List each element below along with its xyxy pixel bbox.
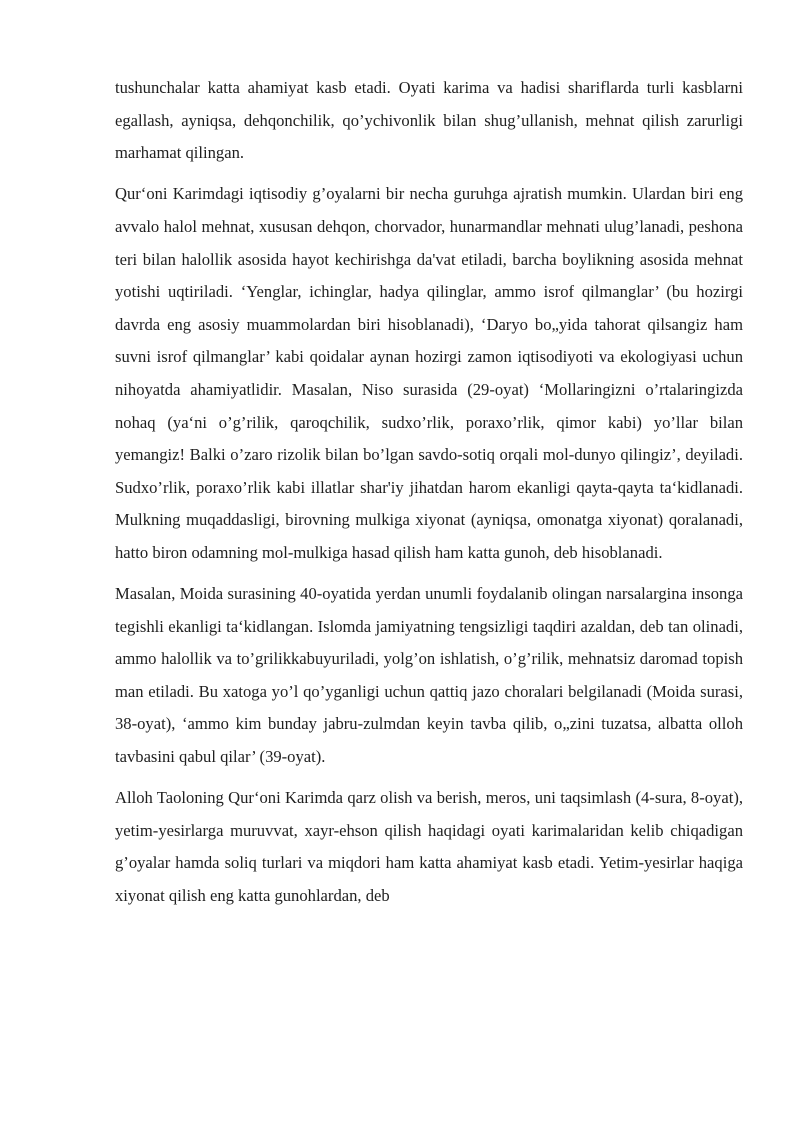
paragraph-3: Masalan, Moida surasining 40-oyatida yerdan unumli foydalanib olingan narsalargina insonga tegishli ekanligi ta‘kidlangan. Islomda jamiyatning tengsizligi taqdiri azaldan, deb tan olinadi, ammo halollik va to’grilikkabuyuriladi, yolg’on ishlatish, o’g’rilik, mehnatsiz daromad topish man etiladi. Bu xatoga yo’l qo’yganligi uchun qattiq jazo choralari belgilanadi (Moida surasi, 38-oyat), ‘ammo kim bunday jabru-zulmdan keyin tavba qilib, o„zini tuzatsa, albatta olloh tavbasini qabul qilar’ (39-oyat).	[115, 584, 743, 767]
document-body	[115, 72, 743, 921]
paragraph-4: Alloh Taoloning Qur‘oni Karimda qarz olish va berish, meros, uni taqsimlash (4-sura, 8-oyat), yetim-yesirlarga muruvvat, xayr-ehson qilish haqidagi oyati karimalaridan kelib chiqadigan g’oyalar hamda soliq turlari va miqdori ham katta ahamiyat kasb etadi. Yetim-yesirlar haqiga xiyonat qilish eng katta gunohlardan, deb	[115, 788, 743, 906]
paragraph-1: tushunchalar katta ahamiyat kasb etadi. Oyati karima va hadisi shariflarda turli kasblarni egallash, ayniqsa, dehqonchilik, qo’ychivonlik bilan shug’ullanish, mehnat qilish zarurligi marhamat qilingan.	[115, 78, 743, 163]
paragraph-2: Qur‘oni Karimdagi iqtisodiy g’oyalarni bir necha guruhga ajratish mumkin. Ulardan biri eng avvalo halol mehnat, xususan dehqon, chorvador, hunarmandlar mehnati ulug’lanadi, peshona teri bilan halollik asosida hayot kechirishga da'vat etiladi, barcha boylikning asosida mehnat yotishi uqtiriladi. ‘Yenglar, ichinglar, hadya qilinglar, ammo isrof qilmanglar’ (bu hozirgi davrda eng asosiy muammolardan biri hisoblanadi), ‘Daryo bo„yida tahorat qilsangiz ham suvni isrof qilmanglar’ kabi qoidalar aynan hozirgi zamon iqtisodiyoti va ekologiyasi uchun nihoyatda ahamiyatlidir. Masalan, Niso surasida (29-oyat) ‘Mollaringizni o’rtalaringizda nohaq (ya‘ni o’g’rilik, qaroqchilik, sudxo’rlik, poraxo’rlik, qimor kabi) yo’llar bilan yemangiz! Balki o’zaro rizolik bilan bo’lgan savdo-sotiq orqali mol-dunyo qilingiz’, deyiladi. Sudxo’rlik, poraxo’rlik kabi illatlar shar'iy jihatdan harom ekanligi qayta-qayta ta‘kidlanadi. Mulkning muqaddasligi, birovning mulkiga xiyonat (ayniqsa, omonatga xiyonat) qoralanadi, hatto biron odamning mol-mulkiga hasad qilish ham katta gunoh, deb hisoblanadi.	[115, 184, 743, 562]
